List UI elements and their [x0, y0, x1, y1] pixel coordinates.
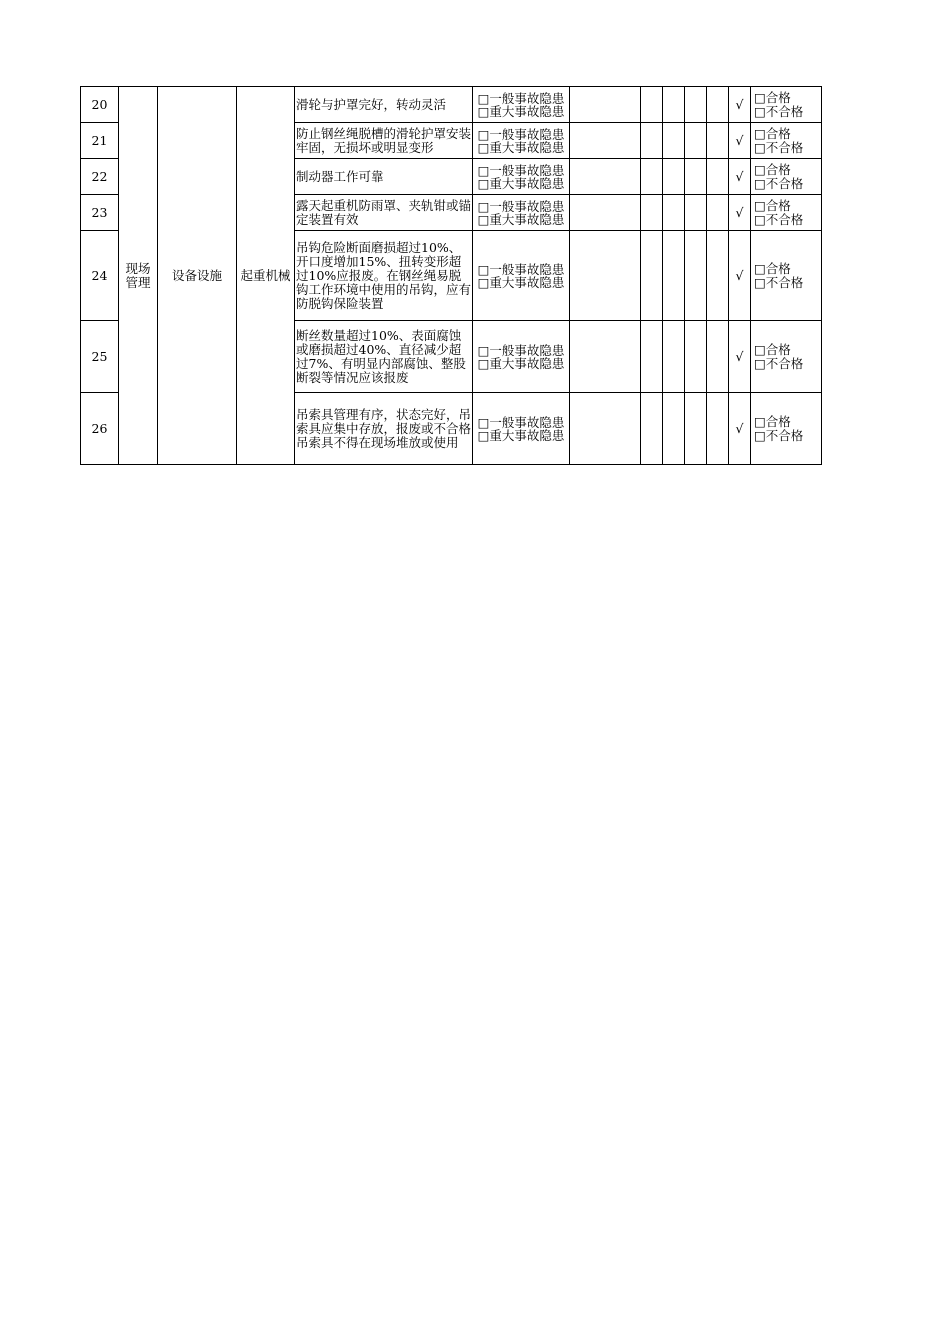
- check-mark: √: [729, 195, 751, 231]
- blank-cell: [570, 321, 641, 393]
- pass-checkbox[interactable]: □合格: [754, 260, 791, 276]
- blank-cell: [570, 195, 641, 231]
- blank-cell: [707, 231, 729, 321]
- blank-cell: [641, 231, 663, 321]
- requirement-cell: [295, 123, 473, 159]
- major-hazard-checkbox[interactable]: □重大事故隐患: [477, 211, 565, 227]
- major-hazard-checkbox[interactable]: □重大事故隐患: [477, 274, 565, 290]
- result-cell: [751, 159, 822, 195]
- blank-cell: [685, 393, 707, 465]
- hazard-level-cell: [473, 87, 570, 123]
- general-hazard-checkbox[interactable]: □一般事故隐患: [477, 126, 565, 142]
- blank-cell: [641, 321, 663, 393]
- blank-cell: [685, 321, 707, 393]
- blank-cell: [663, 231, 685, 321]
- subcategory-cell: 设备设施: [158, 87, 237, 465]
- table-row: [81, 87, 822, 123]
- general-hazard-checkbox[interactable]: □一般事故隐患: [477, 198, 565, 214]
- general-hazard-checkbox[interactable]: □一般事故隐患: [477, 162, 565, 178]
- blank-cell: [685, 123, 707, 159]
- hazard-level-cell: [473, 231, 570, 321]
- blank-cell: [570, 123, 641, 159]
- hazard-level-cell: [473, 123, 570, 159]
- blank-cell: [641, 393, 663, 465]
- blank-cell: [570, 159, 641, 195]
- pass-checkbox[interactable]: □合格: [754, 161, 791, 177]
- requirement-text: 吊钩危险断面磨损超过10%、开口度增加15%、扭转变形超过10%应报废。在钢丝绳易脱钩工作环境中使用的吊钩，应有防脱钩保险装置: [296, 240, 472, 311]
- blank-cell: [663, 159, 685, 195]
- result-cell: [751, 195, 822, 231]
- pass-checkbox[interactable]: □合格: [754, 197, 791, 213]
- requirement-text: 露天起重机防雨罩、夹轨钳或锚定装置有效: [296, 198, 472, 227]
- blank-cell: [570, 231, 641, 321]
- hazard-level-cell: [473, 195, 570, 231]
- requirement-cell: [295, 195, 473, 231]
- blank-cell: [641, 123, 663, 159]
- blank-cell: [663, 87, 685, 123]
- check-mark: √: [729, 321, 751, 393]
- blank-cell: [685, 231, 707, 321]
- equipment-cell: 起重机械: [237, 87, 295, 465]
- fail-checkbox[interactable]: □不合格: [754, 175, 804, 191]
- check-mark: √: [729, 87, 751, 123]
- blank-cell: [570, 393, 641, 465]
- major-hazard-checkbox[interactable]: □重大事故隐患: [477, 103, 565, 119]
- row-number: 20: [81, 87, 119, 123]
- pass-checkbox[interactable]: □合格: [754, 89, 791, 105]
- row-number: 26: [81, 393, 119, 465]
- row-number: 25: [81, 321, 119, 393]
- blank-cell: [641, 159, 663, 195]
- requirement-cell: [295, 393, 473, 465]
- row-number: 21: [81, 123, 119, 159]
- requirement-text: 制动器工作可靠: [296, 169, 384, 184]
- general-hazard-checkbox[interactable]: □一般事故隐患: [477, 261, 565, 277]
- row-number: 24: [81, 231, 119, 321]
- blank-cell: [663, 393, 685, 465]
- fail-checkbox[interactable]: □不合格: [754, 274, 804, 290]
- blank-cell: [641, 87, 663, 123]
- blank-cell: [707, 393, 729, 465]
- row-number: 23: [81, 195, 119, 231]
- requirement-cell: [295, 87, 473, 123]
- blank-cell: [663, 195, 685, 231]
- requirement-text: 防止钢丝绳脱槽的滑轮护罩安装牢固，无损坏或明显变形: [296, 126, 472, 155]
- requirement-cell: [295, 159, 473, 195]
- check-mark: √: [729, 231, 751, 321]
- result-cell: [751, 393, 822, 465]
- blank-cell: [663, 123, 685, 159]
- blank-cell: [707, 159, 729, 195]
- blank-cell: [685, 195, 707, 231]
- category-cell: 现场 管理: [119, 87, 158, 465]
- blank-cell: [707, 321, 729, 393]
- blank-cell: [707, 195, 729, 231]
- blank-cell: [707, 87, 729, 123]
- general-hazard-checkbox[interactable]: □一般事故隐患: [477, 342, 565, 358]
- requirement-text: 吊索具管理有序，状态完好，吊索具应集中存放，报废或不合格吊索具不得在现场堆放或使用: [296, 407, 472, 450]
- pass-checkbox[interactable]: □合格: [754, 341, 791, 357]
- major-hazard-checkbox[interactable]: □重大事故隐患: [477, 427, 565, 443]
- result-cell: [751, 231, 822, 321]
- requirement-cell: [295, 231, 473, 321]
- pass-checkbox[interactable]: □合格: [754, 125, 791, 141]
- blank-cell: [570, 87, 641, 123]
- result-cell: [751, 87, 822, 123]
- major-hazard-checkbox[interactable]: □重大事故隐患: [477, 139, 565, 155]
- major-hazard-checkbox[interactable]: □重大事故隐患: [477, 355, 565, 371]
- blank-cell: [685, 87, 707, 123]
- row-number: 22: [81, 159, 119, 195]
- check-mark: √: [729, 123, 751, 159]
- fail-checkbox[interactable]: □不合格: [754, 103, 804, 119]
- hazard-level-cell: [473, 321, 570, 393]
- requirement-text: 滑轮与护罩完好，转动灵活: [296, 97, 447, 112]
- check-mark: √: [729, 393, 751, 465]
- fail-checkbox[interactable]: □不合格: [754, 427, 804, 443]
- blank-cell: [685, 159, 707, 195]
- fail-checkbox[interactable]: □不合格: [754, 355, 804, 371]
- hazard-level-cell: [473, 159, 570, 195]
- blank-cell: [663, 321, 685, 393]
- hazard-level-cell: [473, 393, 570, 465]
- result-cell: [751, 123, 822, 159]
- general-hazard-checkbox[interactable]: □一般事故隐患: [477, 414, 565, 430]
- requirement-text: 断丝数量超过10%、表面腐蚀或磨损超过40%、直径减少超过7%、有明显内部腐蚀、整股断裂等情况应该报废: [296, 328, 466, 385]
- inspection-table: [80, 86, 822, 465]
- general-hazard-checkbox[interactable]: □一般事故隐患: [477, 90, 565, 106]
- requirement-cell: [295, 321, 473, 393]
- blank-cell: [707, 123, 729, 159]
- blank-cell: [641, 195, 663, 231]
- fail-checkbox[interactable]: □不合格: [754, 139, 804, 155]
- major-hazard-checkbox[interactable]: □重大事故隐患: [477, 175, 565, 191]
- pass-checkbox[interactable]: □合格: [754, 413, 791, 429]
- check-mark: √: [729, 159, 751, 195]
- result-cell: [751, 321, 822, 393]
- fail-checkbox[interactable]: □不合格: [754, 211, 804, 227]
